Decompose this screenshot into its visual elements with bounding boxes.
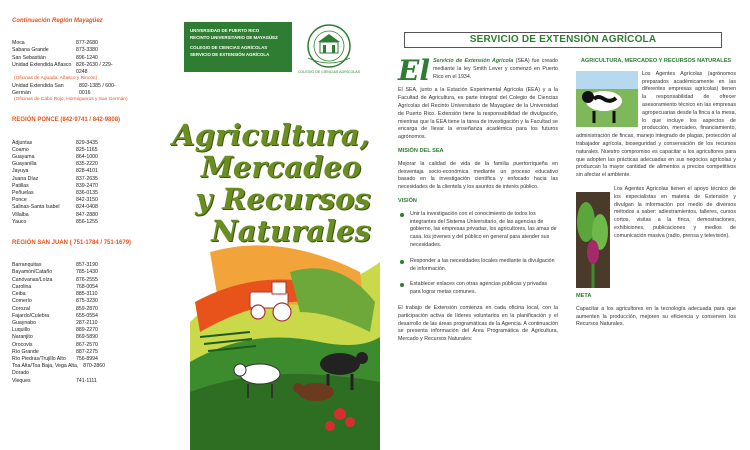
office-phone: 859-2870 — [76, 305, 98, 312]
office-phone: 870-2860 — [83, 363, 106, 370]
office-phone: 857-3190 — [76, 262, 98, 269]
san-juan-list — [12, 262, 164, 384]
directory-row — [12, 306, 164, 313]
header-line: SERVICIO DE EXTENSIÓN AGRÍCOLA — [190, 51, 270, 57]
office-phone: 864-1000 — [76, 154, 98, 161]
closing-paragraph: El trabajo de Extensión comienza en cada oficina local, con la participación activa de líderes voluntarios en la planificación y el desarrollo de las áreas programáticas de la Agencia. A continuación se presenta información del Área Programática de Agricultura, Mercado y Recursos Naturales: — [398, 304, 558, 343]
region-title-ponce: REGIÓN PONCE (842-9741 / 842-9808) — [12, 117, 121, 124]
directory-row — [12, 55, 164, 62]
office-phone: 869-5890 — [76, 334, 98, 341]
office-phone: 873-3380 — [76, 47, 98, 54]
cover-panel — [172, 0, 378, 450]
office-phone: 875-3230 — [76, 298, 98, 305]
office-phone: 889-2270 — [76, 327, 98, 334]
office-phone: 287-2110 — [76, 319, 98, 326]
office-name: Peñuelas — [12, 190, 34, 197]
directory-row — [12, 356, 164, 363]
directory-row — [12, 349, 164, 356]
lead-text: (SEA) fue creado mediante la ley Smith Lever y comenzó en Puerto Rico en el 1934. — [432, 58, 558, 80]
region-title-san-juan: REGIÓN SAN JUAN ( 751-1784 / 751-1679) — [12, 240, 132, 247]
vision-item: Establecer enlaces con otras agencias públicas y privadas para lograr metas comunes. — [410, 281, 558, 297]
content-panel — [378, 0, 750, 450]
vision-item: Responder a las necesidades locales mediante la divulgación de información. — [410, 258, 558, 274]
directory-row — [12, 62, 164, 76]
cover-title-line: Agricultura, — [172, 118, 370, 152]
directory-row — [12, 161, 164, 168]
office-phone: 867-2570 — [76, 341, 98, 348]
directory-row — [12, 147, 164, 154]
office-name: Toa Alta/Toa Baja, Vega Alta, Dorado — [12, 363, 79, 377]
ponce-list — [12, 140, 164, 226]
directory-row — [12, 342, 164, 349]
annex-note-anasco: (Oficinas de Aguada, Añasco y Rincón) — [14, 76, 98, 82]
university-header — [184, 22, 292, 72]
program-heading: AGRICULTURA, MERCADEO Y RECURSOS NATURALES — [580, 58, 732, 64]
office-name: Guayama — [12, 154, 35, 161]
directory-row — [12, 313, 164, 320]
office-phone: 836-0135 — [76, 190, 98, 197]
office-name: Patillas — [12, 182, 29, 189]
office-phone: 741-1111 — [76, 377, 97, 384]
office-phone: 887-2275 — [76, 348, 98, 355]
office-name: Juana Díaz — [12, 175, 39, 182]
office-phone: 877-2680 — [76, 40, 98, 47]
office-name: Ponce — [12, 197, 27, 204]
office-phone: 829-3435 — [76, 139, 98, 146]
directory-row — [12, 197, 164, 204]
drop-cap: El — [398, 54, 430, 87]
directory-row — [12, 219, 164, 226]
lead-emphasis: Servicio de Extensión Agrícola — [432, 58, 514, 64]
directory-row — [12, 154, 164, 161]
directory-row — [12, 47, 164, 54]
office-name: Naranjito — [12, 334, 33, 341]
agents-description: Los Agentes Agrícolas (agrónomos preparados académicamente en las diferentes empresas agrícolas) tienen la responsabilidad de ofrecer asesoramiento técnico en las empresas agropecuarias desde la finca a la mesa, lo que incluye los aspectos de producción, mercadeo, financiamiento, administración de fincas, manejo integrado de plagas, protección al trabajador agrícola, bioseguridad y conservación de los recursos naturales. Nuestro compromiso es capacitar a los agricultores para que adopten las prácticas adecuadas en sus negocios agrícolas y produzcan la mayor cantidad de alimentos a precios competitivos sin afectar el ambiente. — [576, 70, 736, 179]
service-title: SERVICIO DE EXTENSIÓN AGRÍCOLA — [404, 32, 722, 48]
office-name: Yauco — [12, 218, 27, 225]
directory-row — [12, 334, 164, 341]
directory-row — [12, 262, 164, 269]
office-name: Río Piedras/Trujillo Alto — [12, 355, 66, 362]
meta-text: Capacitar a los agricultores en la tecnología adecuada para que aumenten la producción, mejoren su eficiencia y conserven los Recursos Naturales. — [576, 305, 736, 328]
office-name: Carolina — [12, 283, 32, 290]
office-phone: 785-1430 — [76, 269, 98, 276]
directory-row — [12, 83, 164, 97]
directory-row — [12, 140, 164, 147]
agents-support-text: Los Agentes Agrícolas tienen el apoyo técnico de los especialistas en materia de Extensión y divulgan la información por medio de diversos métodos a saber: adiestramientos, talleres, cursos cortos, visitas a la finca, demostraciones, exhibiciones, publicaciones y medios de comunicación masiva (radio, prensa y televisión). — [614, 185, 736, 239]
office-phone: 837-2635 — [76, 175, 98, 182]
cover-title-line: Mercadeo — [200, 150, 362, 184]
office-name: Guaynabo — [12, 319, 36, 326]
directory-row — [12, 277, 164, 284]
office-name: Orocovis — [12, 341, 33, 348]
header-line: RECINTO UNIVERSITARIO DE MAYAGÜEZ — [190, 34, 278, 40]
office-phone: 768-0054 — [76, 283, 98, 290]
office-name: Adjuntas — [12, 139, 33, 146]
seal-caption: COLEGIO DE CIENCIAS AGRÍCOLAS — [297, 70, 361, 74]
office-name: Unidad Extendida San Germán — [12, 82, 64, 96]
directory-panel — [0, 0, 172, 450]
office-phone: 876-2555 — [76, 276, 98, 283]
directory-row — [12, 212, 164, 219]
office-phone: 847-2880 — [76, 211, 98, 218]
cows-photo — [576, 71, 638, 127]
office-phone: 842-3150 — [76, 197, 98, 204]
office-name: Guayanilla — [12, 161, 37, 168]
sea-description: El SEA, junto a la Estación Experimental Agrícola (EEA) y a la Facultad de Agricultura, es parte integral del Colegio de Ciencias Agrícolas del Recinto Universitario de Mayagüez de la Universidad de Puerto Rico. Extensión tiene la responsabilidad de divulgación, mientras que la EEA tiene la tarea de investigación y la Facultad se encarga de llevar la enseñanza académica para los futuros agrónomos. — [398, 87, 558, 141]
office-name: Vieques — [12, 377, 31, 384]
office-phone: 826-2630 / 229-0248 — [76, 61, 113, 76]
office-phone: 896-1240 — [76, 54, 98, 61]
mision-text: Mejorar la calidad de vida de la familia puertorriqueña en desventaja socio-económica mediante un proceso educativo basado en la investigación científica y enfocado hacia las necesidades de la clientela y los asuntos de interés público. — [398, 160, 558, 191]
office-name: Bayamón/Cataño — [12, 269, 53, 276]
farm-illustration — [190, 242, 380, 450]
directory-row — [12, 190, 164, 197]
office-name: Sabana Grande — [12, 47, 49, 54]
office-name: Comerío — [12, 298, 32, 305]
vision-heading: VISIÓN — [398, 197, 417, 204]
directory-row — [12, 284, 164, 291]
office-phone: 824-0408 — [76, 204, 98, 211]
office-name: Canóvanas/Loíza — [12, 276, 53, 283]
office-phone: 756-8994 — [76, 355, 98, 362]
office-name: Corozal — [12, 305, 30, 312]
directory-row — [12, 176, 164, 183]
header-line: COLEGIO DE CIENCIAS AGRÍCOLAS — [190, 45, 268, 51]
directory-row — [12, 269, 164, 276]
office-name: Río Grande — [12, 348, 39, 355]
office-name: Barranquitas — [12, 262, 42, 269]
directory-row — [12, 378, 164, 385]
header-line: UNIVERSIDAD DE PUERTO RICO — [190, 28, 260, 33]
directory-row — [12, 327, 164, 334]
office-name: Luquillo — [12, 327, 30, 334]
directory-row — [12, 204, 164, 211]
office-phone: 856-1255 — [76, 218, 98, 225]
directory-row — [12, 298, 164, 305]
plant-photo — [576, 192, 610, 288]
office-name: Salinas-Santa Isabel — [12, 204, 60, 211]
office-name: Villalba — [12, 211, 29, 218]
content-column-right — [576, 58, 736, 335]
directory-row — [12, 168, 164, 175]
meta-heading: META — [576, 292, 592, 299]
office-phone: 655-0554 — [76, 312, 98, 319]
office-name: Jayuya — [12, 168, 29, 175]
office-name: Fajardo/Culebra — [12, 312, 50, 319]
office-name: Unidad Extendida Añasco — [12, 61, 72, 68]
office-name: Ceiba — [12, 291, 26, 298]
office-name: Coamo — [12, 146, 29, 153]
content-column-left — [398, 54, 558, 350]
college-seal-logo — [298, 22, 360, 72]
office-name: San Sebastián — [12, 54, 46, 61]
office-phone: 835-2220 — [76, 161, 98, 168]
mayaguez-list — [12, 40, 164, 76]
cover-title-line: y Recursos — [195, 182, 371, 216]
annex-note-san-german: (Oficinas de Cabo Rojo, Hormigueros y San Germán) — [14, 97, 128, 103]
office-phone: 885-3110 — [76, 291, 98, 298]
office-phone: 892-1385 / 600-0016 — [78, 82, 116, 96]
directory-row — [12, 320, 164, 327]
office-phone: 839-2470 — [76, 182, 98, 189]
cover-title-line: Naturales — [211, 214, 371, 248]
directory-row — [12, 183, 164, 190]
directory-row — [12, 40, 164, 47]
office-name: Moca — [12, 40, 25, 47]
mision-heading: MISIÓN DEL SEA — [398, 147, 444, 154]
intro-paragraph — [398, 54, 558, 87]
office-phone: 828-4101 — [76, 168, 98, 175]
office-phone: 825-1165 — [76, 146, 98, 153]
region-title-mayaguez: Continuación Región Mayagüez — [12, 18, 103, 24]
directory-row — [12, 291, 164, 298]
vision-item: Unir la investigación con el conocimiento de todos los integrantes del Sistema Universitario, de las agencias de gobierno, las empresas privadas, los agricultores, las amas de casa, los jóvenes y del público en general para atender sus necesidades. — [410, 210, 557, 248]
vision-list — [398, 211, 558, 297]
directory-row — [12, 363, 164, 377]
